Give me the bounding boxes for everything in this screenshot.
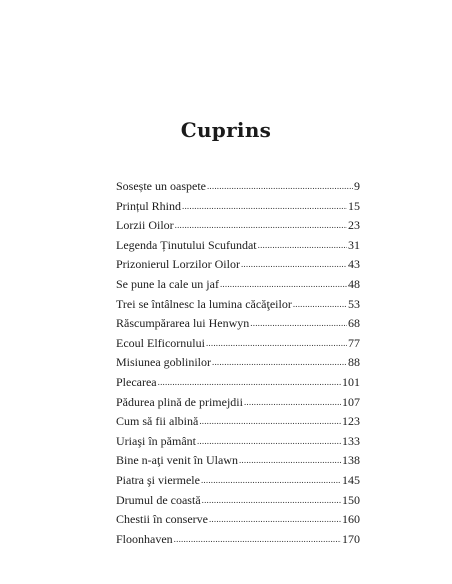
toc-entry [116,532,360,552]
dot-leader [175,221,347,230]
dot-leader [158,378,341,387]
toc-entry-page: 48 [348,276,360,291]
toc-entry-page: 107 [342,394,360,409]
toc-entry-label: Prizonierul Lorzilor Oilor [116,257,240,272]
dot-leader [241,260,347,269]
dot-leader [201,476,341,485]
toc-entry-label: Misiunea goblinilor [116,355,211,370]
toc-entry-page: 31 [348,237,360,252]
toc-entry [116,316,360,336]
toc-entry-page: 53 [348,296,360,311]
toc-entry [116,473,360,493]
toc-entry-label: Uriaşi în pământ [116,433,196,448]
toc-entry-label: Floonhaven [116,531,173,546]
toc-entry-label: Ecoul Elficornului [116,335,205,350]
toc-entry-page: 23 [348,218,360,233]
toc-entry-label: Răscumpărarea lui Henwyn [116,316,250,331]
toc-entry-label: Piatra şi viermele [116,472,200,487]
toc-entry-page: 15 [348,198,360,213]
toc-entry [116,336,360,356]
toc-entry-page: 9 [354,179,360,193]
toc-entry-page: 88 [348,355,360,370]
toc-entry [116,493,360,513]
toc-entry-page: 145 [342,472,360,487]
toc-entry [116,375,360,395]
dot-leader [244,398,341,407]
dot-leader [239,456,341,465]
toc-entry-label: Prințul Rhind [116,198,182,213]
toc-entry-label: Trei se întâlnesc la lumina căcăţeilor [116,296,292,311]
dot-leader [258,241,347,250]
toc-entry [116,199,360,219]
toc-entry-page: 160 [342,512,360,527]
toc-entry [116,297,360,317]
toc-entry-page: 138 [342,453,360,468]
toc-entry-label: Drumul de coastă [116,492,201,507]
toc-entry-label: Lorzii Oilor [116,218,174,233]
toc-entry-page: 170 [342,531,360,546]
dot-leader [209,515,341,524]
dot-leader [182,202,347,211]
dot-leader [202,496,341,505]
toc-entry [116,512,360,532]
toc-entry [116,238,360,258]
toc-entry [116,395,360,415]
toc-entry-label: Chestii în conserve [116,512,208,527]
toc-entry-page: 77 [348,335,360,350]
toc-entry [116,414,360,434]
toc-entry [116,218,360,238]
toc-entry-label: Cum să fii albină [116,414,199,429]
toc-entry-label: Pădurea plină de primejdii [116,394,243,409]
toc-entry-page: 133 [342,433,360,448]
dot-leader [197,437,341,446]
toc-entry-page: 123 [342,414,360,429]
table-of-contents [116,179,360,551]
toc-entry [116,179,360,199]
toc-entry-label: Plecarea [116,374,157,389]
toc-entry-label: Sosește un oaspete [116,179,206,193]
toc-entry [116,277,360,297]
toc-entry-page: 68 [348,316,360,331]
toc-entry-label: Se pune la cale un jaf [116,276,219,291]
toc-entry-label: Legenda Ținutului Scufundat [116,237,257,252]
toc-entry [116,257,360,277]
toc-entry [116,434,360,454]
toc-entry-label: Bine n-aţi venit în Ulawn [116,453,238,468]
toc-entry [116,355,360,375]
dot-leader [206,339,347,348]
toc-entry-page: 150 [342,492,360,507]
dot-leader [250,319,347,328]
dot-leader [207,182,353,191]
dot-leader [293,300,347,309]
dot-leader [212,358,347,367]
page-title: Cuprins [180,118,272,142]
toc-entry [116,453,360,473]
dot-leader [199,417,341,426]
toc-entry-page: 43 [348,257,360,272]
toc-entry-page: 101 [342,374,360,389]
dot-leader [174,535,341,544]
dot-leader [220,280,347,289]
